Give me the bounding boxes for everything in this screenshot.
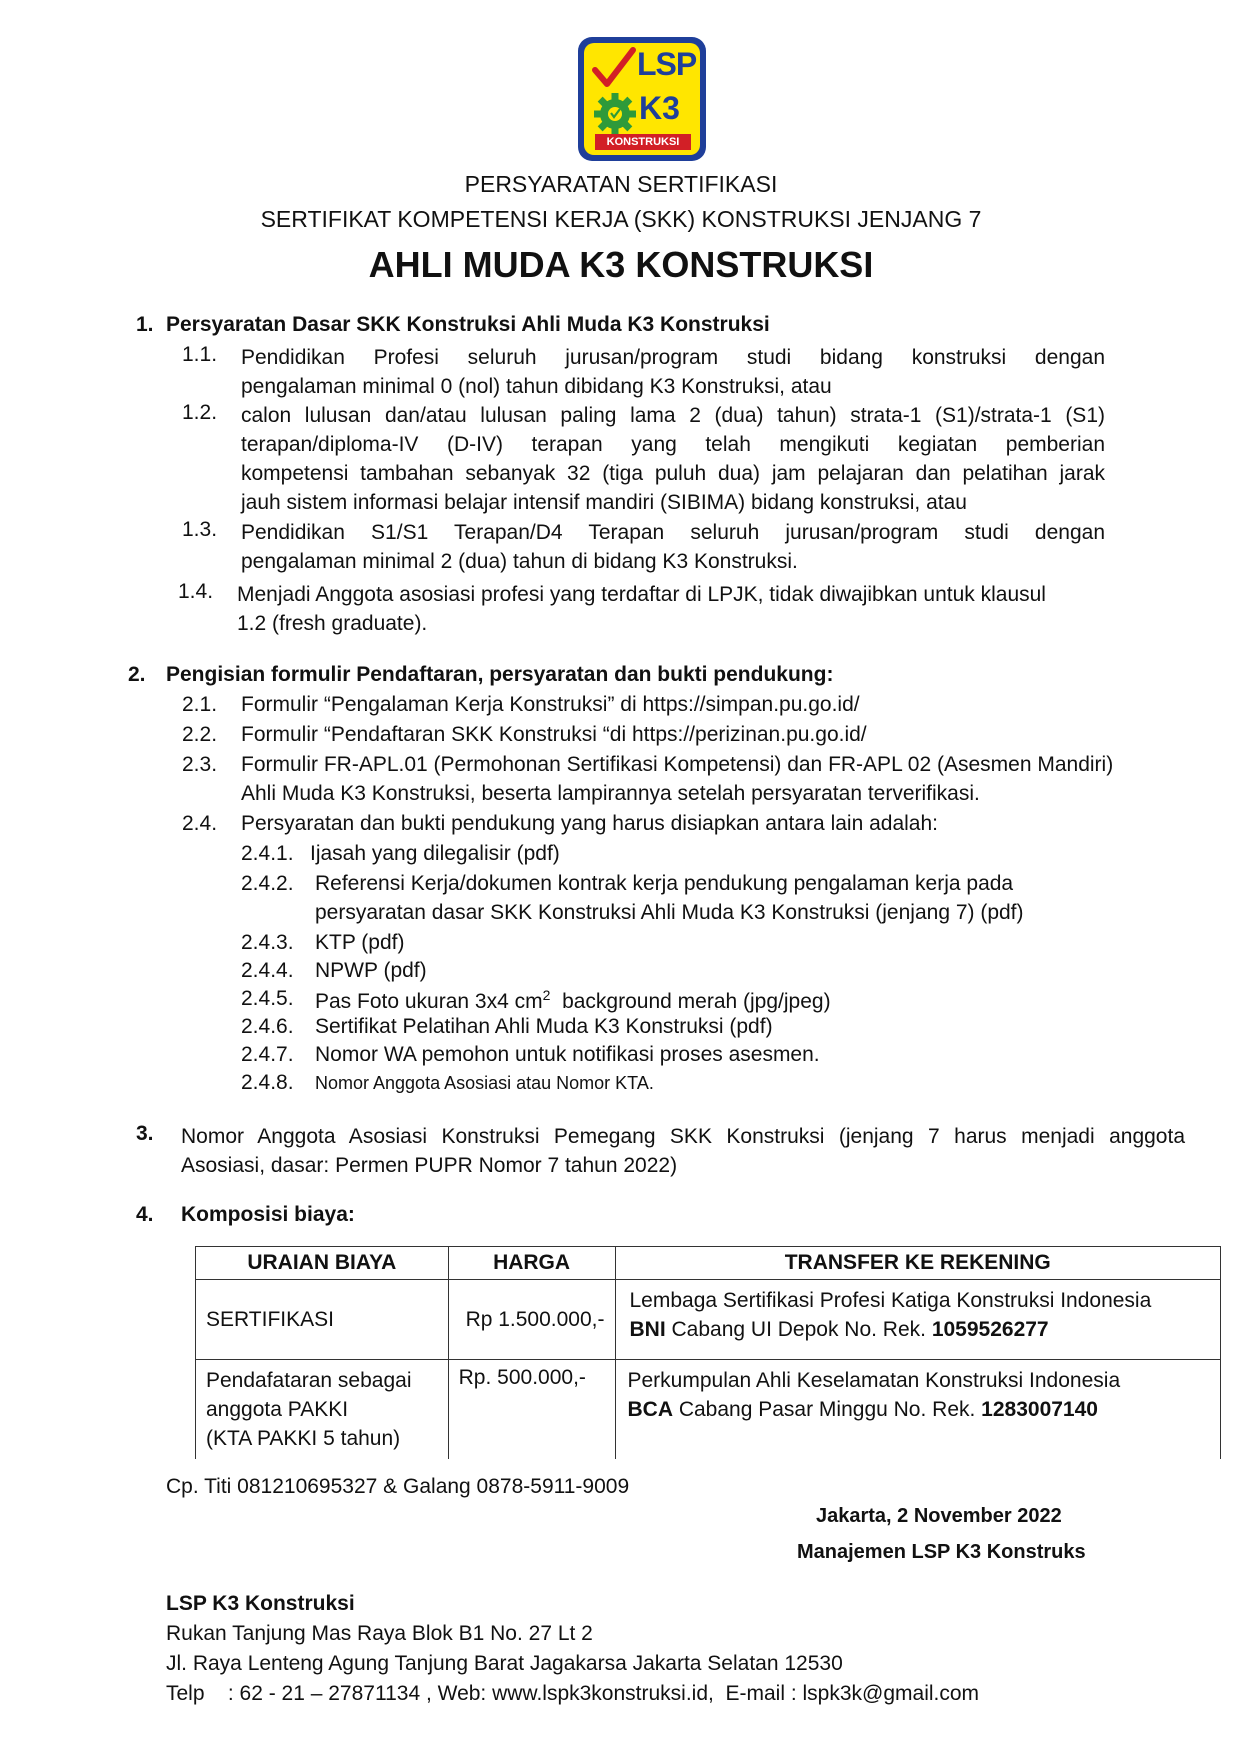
item-1-1-text: Pendidikan Profesi seluruh jurusan/program studi bidang konstruksi dengan pengalaman minimal 0 (nol) tahun dibidang K3 Konstruksi, atau (241, 346, 1105, 398)
item-2-1-number: 2.1. (182, 693, 218, 716)
item-2-4-2-text-line-2: persyaratan dasar SKK Konstruksi Ahli Muda K3 Konstruksi (jenjang 7) (pdf) (315, 901, 1024, 924)
item-2-4-6-text: Sertifikat Pelatihan Ahli Muda K3 Konstruksi (pdf) (315, 1015, 773, 1038)
item-1-2-number: 1.2. (182, 401, 218, 424)
section-2-number: 2. (128, 663, 146, 686)
contact-person: Cp. Titi 081210695327 & Galang 0878-5911-9009 (166, 1475, 630, 1498)
section-1-number: 1. (136, 313, 154, 336)
table-cell-account: Lembaga Sertifikasi Profesi Katiga Konstruksi Indonesia BNI Cabang UI Depok No. Rek. 1059526277 (615, 1280, 1221, 1360)
item-2-2-number: 2.2. (182, 723, 218, 746)
item-1-4-number: 1.4. (178, 580, 214, 603)
item-2-4-2-number: 2.4.2. (241, 872, 294, 895)
item-1-3-number: 1.3. (182, 518, 218, 541)
item-2-4-5-number: 2.4.5. (241, 987, 294, 1010)
table-header-cell: HARGA (448, 1247, 615, 1280)
section-4-heading: Komposisi biaya: (181, 1203, 355, 1226)
item-2-4-7-text: Nomor WA pemohon untuk notifikasi proses asesmen. (315, 1043, 820, 1066)
item-2-3-text-line-1: Formulir FR-APL.01 (Permohonan Sertifikasi Kompetensi) dan FR-APL 02 (Asesmen Mandiri) (241, 753, 1114, 776)
header-line-2: SERTIFIKAT KOMPETENSI KERJA (SKK) KONSTRUKSI JENJANG 7 (260, 206, 982, 232)
item-2-4-3-text: KTP (pdf) (315, 931, 405, 954)
table-header-cell: URAIAN BIAYA (196, 1247, 449, 1280)
signature-signer: Manajemen LSP K3 Konstruks (797, 1541, 1086, 1563)
item-2-4-text: Persyaratan dan bukti pendukung yang harus disiapkan antara lain adalah: (241, 812, 938, 835)
header-line-1: PERSYARATAN SERTIFIKASI (464, 171, 778, 197)
item-2-4-4-number: 2.4.4. (241, 959, 294, 982)
footer-org-name: LSP K3 Konstruksi (166, 1592, 355, 1615)
section-2-heading: Pengisian formulir Pendaftaran, persyaratan dan bukti pendukung: (166, 663, 834, 686)
item-2-4-5-text: Pas Foto ukuran 3x4 $cm^2$ background merah (jpg/jpeg) (315, 987, 831, 1013)
item-2-4-7-number: 2.4.7. (241, 1043, 294, 1066)
table-header-row (196, 1247, 1221, 1280)
table-row (196, 1280, 1221, 1360)
item-1-4-text: Menjadi Anggota asosiasi profesi yang terdaftar di LPJK, tidak diwajibkan untuk klausul 1.2 (fresh graduate). (237, 583, 1046, 635)
item-2-3-number: 2.3. (182, 753, 218, 776)
item-2-3-text-line-2: Ahli Muda K3 Konstruksi, beserta lampirannya setelah persyaratan terverifikasi. (241, 782, 980, 805)
item-2-4-1-number: 2.4.1. (241, 842, 294, 865)
table-cell-price: Rp 1.500.000,- (448, 1280, 615, 1360)
item-2-1-text: Formulir “Pengalaman Kerja Konstruksi” di https://simpan.pu.go.id/ (241, 693, 860, 716)
item-1-3-text: Pendidikan S1/S1 Terapan/D4 Terapan seluruh jurusan/program studi dengan pengalaman minimal 2 (dua) tahun di bidang K3 Konstruksi. (241, 521, 1105, 573)
logo-lsp-text: LSP (637, 46, 697, 82)
fee-table (195, 1246, 1221, 1459)
section-3-number: 3. (136, 1122, 154, 1145)
table-cell-desc: SERTIFIKASI (196, 1280, 449, 1360)
table-header-cell: TRANSFER KE REKENING (615, 1247, 1221, 1280)
item-2-4-1-text: Ijasah yang dilegalisir (pdf) (310, 842, 560, 865)
footer-contact: Telp : 62 - 21 – 27871134 , Web: www.lspk3konstruksi.id, E-mail : lspk3k@gmail.com (166, 1682, 980, 1705)
footer-address-1: Rukan Tanjung Mas Raya Blok B1 No. 27 Lt 2 (166, 1622, 593, 1645)
page-title: AHLI MUDA K3 KONSTRUKSI (368, 244, 874, 285)
table-cell-account: Perkumpulan Ahli Keselamatan Konstruksi Indonesia BCA Cabang Pasar Minggu No. Rek. 1283007140 (615, 1360, 1221, 1460)
logo-konstruksi-text: KONSTRUKSI (606, 136, 680, 148)
item-2-4-6-number: 2.4.6. (241, 1015, 294, 1038)
section-1-heading: Persyaratan Dasar SKK Konstruksi Ahli Muda K3 Konstruksi (166, 313, 770, 336)
item-2-4-4-text: NPWP (pdf) (315, 959, 427, 982)
item-2-4-8-number: 2.4.8. (241, 1071, 294, 1094)
table-row (196, 1360, 1221, 1460)
item-2-4-8-text: Nomor Anggota Asosiasi atau Nomor KTA. (315, 1073, 654, 1093)
item-2-2-text: Formulir “Pendaftaran SKK Konstruksi “di https://perizinan.pu.go.id/ (241, 723, 867, 746)
section-3-text: Nomor Anggota Asosiasi Konstruksi Pemegang SKK Konstruksi (jenjang 7 harus menjadi anggota Asosiasi, dasar: Permen PUPR Nomor 7 tahun 2022) (181, 1125, 1185, 1177)
item-1-2-text: calon lulusan dan/atau lulusan paling lama 2 (dua) tahun) strata-1 (S1)/strata-1 (S1) terapan/diploma-IV (D-IV) terapan yang telah mengikuti kegiatan pemberian kompetensi tambahan sebanyak 32 (tiga puluh dua) jam pelajaran dan pelatihan jarak jauh sistem informasi belajar intensif mandiri (SIBIMA) bidang konstruksi, atau (241, 404, 1105, 514)
logo-k3-text: K3 (639, 90, 680, 126)
signature-place-date: Jakarta, 2 November 2022 (816, 1505, 1062, 1527)
table-cell-desc: Pendafataran sebagai anggota PAKKI (KTA PAKKI 5 tahun) (196, 1360, 449, 1460)
footer-address-2: Jl. Raya Lenteng Agung Tanjung Barat Jagakarsa Jakarta Selatan 12530 (166, 1652, 843, 1675)
table-cell-price: Rp. 500.000,- (448, 1360, 615, 1460)
item-2-4-2-text-line-1: Referensi Kerja/dokumen kontrak kerja pendukung pengalaman kerja pada (315, 872, 1014, 895)
lsp-k3-logo (577, 36, 707, 162)
section-4-number: 4. (136, 1203, 154, 1226)
item-2-4-number: 2.4. (182, 812, 218, 835)
item-1-1-number: 1.1. (182, 343, 218, 366)
item-2-4-3-number: 2.4.3. (241, 931, 294, 954)
